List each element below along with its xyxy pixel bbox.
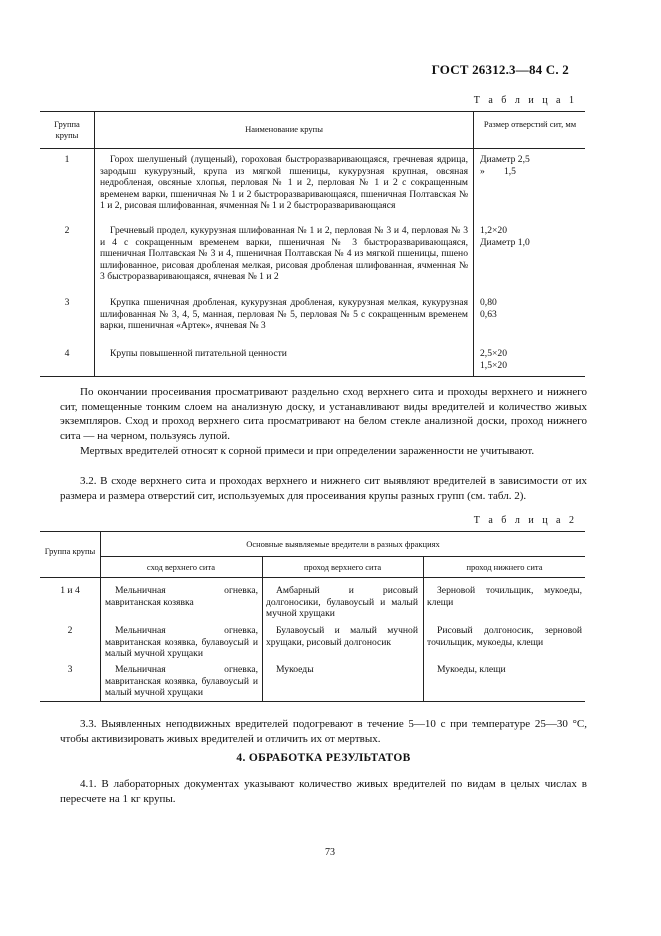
paragraph-dead-pests: Мертвых вредителей относят к сорной примеси и при определении зараженности не учитывают. <box>80 445 535 457</box>
table2-row3-col1: Мельничная огневка, мавританская козявка, булавоусый и малый мучной хрущаки <box>105 664 258 699</box>
table1-header-size: Размер отверстий сит, мм <box>483 119 577 129</box>
table2-row3-group: 3 <box>67 664 73 675</box>
table1-row2-group: 2 <box>64 225 70 236</box>
section-4-heading: 4. ОБРАБОТКА РЕЗУЛЬТАТОВ <box>236 752 411 764</box>
table1-row1-size2: » 1,5 <box>480 166 516 177</box>
table1-top-rule <box>40 111 585 112</box>
table2-header-col1: сход верхнего сита <box>146 562 216 572</box>
table2-col-divider <box>262 556 263 701</box>
table2-row2-col3: Рисовый долгоносик, зерновой точильщик, мукоеды, клещи <box>427 625 582 648</box>
table1-row2-size1: 1,2×20 <box>480 225 507 236</box>
table1-col-divider <box>473 111 474 376</box>
table2-row2-col1: Мельничная огневка, мавританская козявка, булавоусый и малый мучной хрущаки <box>105 625 258 660</box>
table2-row3-col2: Мукоеды <box>276 664 314 675</box>
table2-row1-col2: Амбарный и рисовый долгоносики, булавоусый и малый мучной хрущаки <box>266 585 418 620</box>
table1-row4-size2: 1,5×20 <box>480 360 507 371</box>
table2-row3-col3: Мукоеды, клещи <box>437 664 506 675</box>
table2-header-col2: проход верхнего сита <box>303 562 382 572</box>
table2-label: Т а б л и ц а 2 <box>473 515 577 526</box>
paragraph-3-2: 3.2. В сходе верхнего сита и проходах верхнего и нижнего сит выявляют вредителей в зависимости от их размера и размера отверстий сит, используемых для просеивания крупы разных групп (см. табл. 2). <box>60 475 587 502</box>
table2-bottom-rule <box>40 701 585 702</box>
table2-row1-col1: Мельничная огневка, мавританская козявка <box>105 585 258 608</box>
table2-header-col3: проход нижнего сита <box>466 562 543 572</box>
table1-row4-size1: 2,5×20 <box>480 348 507 359</box>
table1-header-group: Группа крупы <box>54 119 80 140</box>
table1-bottom-rule <box>40 376 585 377</box>
page-number: 73 <box>325 847 335 858</box>
table1-row3-size1: 0,80 <box>480 297 497 308</box>
table1-row1-group: 1 <box>64 154 70 165</box>
paragraph-sieving-result: По окончании просеивания просматривают раздельно сход верхнего сита и проходы верхнего и нижнего сит, помещенные тонким слоем на анализную доску, и устанавливают виды вредителей и количество живых экземпляров. Сход и проход верхнего сита просматривают на белом стекле анализной доски, проход нижнего сита — на черном, пользуясь лупой. <box>60 386 587 442</box>
table1-row4-group: 4 <box>64 348 70 359</box>
table2-header-main: Основные выявляемые вредители в разных фракциях <box>246 539 440 549</box>
table2-col-divider <box>100 531 101 701</box>
table2-row2-group: 2 <box>67 625 73 636</box>
table2-col-divider <box>423 556 424 701</box>
table2-row2-col2: Булавоусый и малый мучной хрущаки, рисовый долгоносик <box>266 625 418 648</box>
table1-row2-name: Гречневый продел, кукурузная шлифованная № 1 и 2, перловая № 3 и 4, перловая № 3 и 4 с сокращенным временем варки, пшеничная № 3 быстроразваривающаяся, пшеничная Полтавская № 3 и 4, пшеничная Полтавская № 4 из мягкой пшеницы, пшено шлифованное, рисовая дробленая мелкая, рисовая дробленая шлифованная, ячменная № 3 быстроразваривающаяся, ячневая № 1 и 2 <box>100 225 468 283</box>
table1-row3-group: 3 <box>64 297 70 308</box>
table1-row1-name: Горох шелушеный (лущеный), гороховая быстроразваривающаяся, гречневая ядрица, зародыш кукурузный, крупа из мягкой пшеницы, кукурузная крупная, овсяная недробленая, овсяные хлопья, перловая № 1 и 2, перловая № 1 и 2 с сокращенным временем варки, пшеничная № 1 и 2 быстроразваривающаяся, пшеничная Полтавская № 1 и 2, рисовая шлифованная, ячменная № 1 и 2 быстроразваривающаяся <box>100 154 468 212</box>
table1-row3-size2: 0,63 <box>480 309 497 320</box>
table1-col-divider <box>94 111 95 376</box>
paragraph-3-3: 3.3. Выявленных неподвижных вредителей подогревают в течение 5—10 с при температуре 25—30 °С, чтобы активизировать живых вредителей и отличить их от мертвых. <box>60 718 587 745</box>
table2-row1-group: 1 и 4 <box>60 585 80 596</box>
table2-subheader-rule <box>100 556 585 557</box>
table2-row1-col3: Зерновой точильщик, мукоеды, клещи <box>427 585 582 608</box>
table1-header-name: Наименование крупы <box>245 124 323 134</box>
table1-row3-name: Крупка пшеничная дробленая, кукурузная дробленая, кукурузная мелкая, кукурузная шлифованная № 3, 4, 5, манная, перловая № 5, перловая № 5 с сокращенным временем варки, пшеничная «Артек», ячневая № 3 <box>100 297 468 332</box>
page-header: ГОСТ 26312.3—84 С. 2 <box>431 62 569 77</box>
paragraph-4-1: 4.1. В лабораторных документах указывают количество живых вредителей по видам в целых числах в пересчете на 1 кг крупы. <box>60 778 587 805</box>
table1-row2-size2: Диаметр 1,0 <box>480 237 530 248</box>
table1-row4-name: Крупы повышенной питательной ценности <box>110 348 287 359</box>
table2-top-rule <box>40 531 585 532</box>
table2-header-group: Группа крупы <box>44 546 96 556</box>
table2-header-rule <box>40 577 585 578</box>
table1-header-rule <box>40 148 585 149</box>
table1-label: Т а б л и ц а 1 <box>473 95 577 106</box>
table1-row1-size1: Диаметр 2,5 <box>480 154 530 165</box>
